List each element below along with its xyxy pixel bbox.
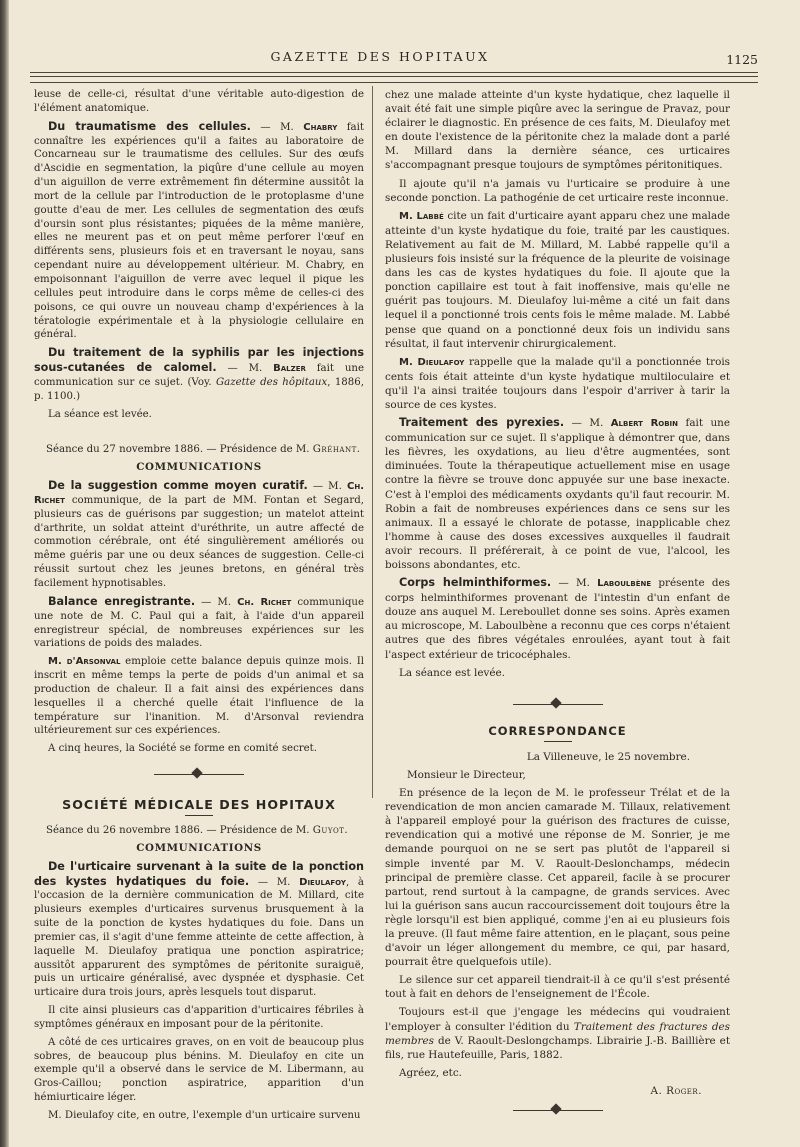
paragraph: Corps helminthiformes. — M. Laboulbène présente des corps helminthiformes provenant de l'intestin d'un enfant de douze ans auquel M. Lereboullet donne ses soins. Après examen au microscope, M. Laboulbène a reconnu que ces corps n'étaient autres que des fibres végétales enroulées, ayant tout à fait l'aspect extérieur de tricocéphales.: [385, 576, 730, 661]
author-name: Albert Robin: [610, 418, 679, 430]
paragraph: M. d'Arsonval emploie cette balance depuis quinze mois. Il inscrit en même temps la perte de poids d'un animal et sa production de chaleur. Il a fait ainsi des expériences dans lesquelles il a cherché quelle était l'influence de la température sur l'inanition. M. d'Arsonval reviendra ultérieurement sur ces expériences.: [34, 656, 364, 737]
paragraph: M. Dieulafoy rappelle que la malade qu'il a ponctionnée trois cents fois était atteinte d'un kyste hydatique multiloculaire et qu'il l'a ainsi traitée toujours dans l'espoir d'arriver à tarir la source de ces kystes.: [385, 355, 730, 411]
paragraph: M. Labbé cite un fait d'urticaire ayant apparu chez une malade atteinte d'un kyste hydatique du foie, traité par les caustiques. Relativement au fait de M. Millard, M. Labbé rappelle qu'il a plusieurs fois insisté sur la fréquence de la pleurite de voisinage dans les cas de kystes hydatiques du foie. Il ajoute que la ponction capillaire est tout à fait inoffensive, mais qu'elle ne guérit pas toujours. M. Dieulafoy lui-même a cité un fait dans lequel il a ponctionné trois cents fois le même malade. M. Labbé pense que quand on a ponctionné deux fois un individu sans résultat, il faut intervenir chirurgicalement.: [385, 209, 731, 350]
session-line: Séance du 27 novembre 1886. — Présidence de M. Gréhant.: [46, 444, 361, 456]
author-name: Laboulbène: [597, 578, 652, 590]
article-heading: Traitement des pyrexies.: [399, 416, 565, 430]
author-name: Chabry: [303, 121, 338, 133]
article-heading: Du traumatisme des cellules.: [48, 119, 251, 133]
paragraph: La séance est levée.: [48, 408, 152, 420]
author-name: Ch. Richet: [34, 481, 364, 506]
author-name: Ch. Richet: [237, 596, 292, 608]
session-line: Séance du 26 novembre 1886. — Présidence de M. Guyot.: [46, 824, 348, 836]
section-subheading: COMMUNICATIONS: [136, 461, 262, 474]
article-heading: De l'urticaire survenant à la suite de la ponction des kystes hydatiques du foie.: [34, 859, 364, 888]
paragraph: Traitement des pyrexies. — M. Albert Robin fait une communication sur ce sujet. Il s'applique à démontrer que, dans les fièvres, les oxydations, au lieu d'être augmentées, sont diminuées. Toute la thérapeutique actuellement mise en usage contre la fièvre se trouve donc appuyée sur une base inexacte. C'est à l'emploi des médicaments oxydants qu'il faut recourir. M. Robin a fait de nombreuses expériences dans ce sens sur les animaux. Il a essayé le chlorate de potasse, inapplicable chez l'homme à cause des doses excessives auxquelles il faudrait avoir recours. Il préférerait, à ce point de vue, l'alcool, les boissons abondantes, etc.: [385, 416, 730, 571]
paragraph: chez une malade atteinte d'un kyste hydatique, chez laquelle il avait été fait une simple piqûre avec la seringue de Pravaz, pour éclairer le diagnostic. En présence de ces faits, M. Dieulafoy met en doute l'existence de la péritonite chez la malade dont a parlé M. Millard dans la dernière séance, ces urticaires s'accompagnant presque toujours de symptômes péritonitiques.: [385, 89, 730, 172]
section-subheading: COMMUNICATIONS: [136, 841, 262, 854]
paragraph: leuse de celle-ci, résultat d'une véritable auto-digestion de l'élément anatomique.: [34, 89, 364, 114]
paragraph: Du traumatisme des cellules. — M. Chabry fait connaître les expériences qu'il a faites au laboratoire de Concarneau sur le traumatisme des cellules. Sur des œufs d'Ascidie en segmentation, la piqûre d'une cellule au moyen d'un aiguillon de verre extrêmement fin détermine aussitôt la mort de la cellule par l'introduction de le protoplasme d'une goutte d'eau de mer. Les cellules de segmentation des œufs d'oursin sont plus résistantes; piquées de la même manière, elles ne meurent pas et on peut même perforer l'œuf en différents sens, plusieurs fois et en traversant le noyau, sans cependant nuire au développement ultérieur. M. Chabry, en empoisonnant l'aiguillon de verre avec lequel il pique les cellules peut introduire dans le corps même de celles-ci des poisons, ce qui ouvre un nouveau champ d'expériences à la tératologie expérimentale et à la physiologie cellulaire en général.: [34, 119, 364, 341]
header-rule: [30, 76, 758, 77]
paragraph: Il cite ainsi plusieurs cas d'apparition d'urticaires fébriles à symptômes généraux en imposant pour de la péritonite.: [34, 1005, 364, 1030]
article-heading: Balance enregistrante.: [48, 594, 196, 608]
header-rule: [30, 72, 758, 73]
citation-title: Traitement des fractures des membres: [385, 1020, 730, 1047]
paragraph: Il ajoute qu'il n'a jamais vu l'urticaire se produire à une seconde ponction. La pathogénie de cet urticaire reste inconnue.: [385, 177, 730, 204]
paragraph: Le silence sur cet appareil tiendrait-il à ce qu'il s'est présenté tout à fait en dehors de l'enseignement de l'École.: [385, 974, 730, 1001]
paragraph: A cinq heures, la Société se forme en comité secret.: [48, 743, 318, 755]
article-heading: Corps helminthiformes.: [399, 576, 552, 590]
title-rule: [544, 741, 572, 742]
author-name: Balzer: [273, 363, 306, 375]
paragraph: Agréez, etc.: [399, 1066, 462, 1079]
article-heading: De la suggestion comme moyen curatif.: [48, 479, 308, 493]
page-binding-edge: [0, 0, 9, 1147]
author-name: M. d'Arsonval: [48, 656, 121, 668]
paragraph: M. Dieulafoy cite, en outre, l'exemple d'un urticaire survenu: [48, 1110, 361, 1121]
author-name: M. Labbé: [399, 210, 444, 222]
section-ornament: [154, 770, 244, 780]
column-separator: [372, 86, 373, 798]
citation-title: Gazette des hôpitaux: [215, 376, 328, 388]
section-title: CORRESPONDANCE: [488, 723, 627, 738]
letter-salutation: Monsieur le Directeur,: [407, 768, 526, 781]
section-title: SOCIÉTÉ MÉDICALE DES HOPITAUX: [62, 797, 336, 813]
section-ornament: [513, 700, 603, 710]
article-heading: Du traitement de la syphilis par les injections sous-cutanées de calomel.: [34, 346, 364, 375]
letter-signature: A. Roger.: [650, 1084, 702, 1097]
title-rule: [185, 815, 213, 816]
paragraph: Du traitement de la syphilis par les injections sous-cutanées de calomel. — M. Balzer fait une communication sur ce sujet. (Voy. Gazette des hôpitaux, 1886, p. 1100.): [34, 346, 365, 402]
section-ornament: [513, 1106, 603, 1116]
paragraph: A côté de ces urticaires graves, on en voit de beaucoup plus sobres, de beaucoup plus bénins. M. Dieulafoy en cite un exemple qu'il a observé dans le service de M. Libermann, au Gros-Caillou; ponction aspiratrice, apparition d'un hémiurticaire léger.: [34, 1036, 364, 1104]
left-column: [34, 88, 364, 1127]
paragraph: La séance est levée.: [399, 666, 505, 679]
author-name: Dieulafoy: [299, 876, 346, 888]
running-header-title: GAZETTE DES HOPITAUX: [270, 49, 490, 64]
paragraph: De l'urticaire survenant à la suite de la ponction des kystes hydatiques du foie. — M. Dieulafoy, à l'occasion de la dernière communication de M. Millard, cite plusieurs exemples d'urticaires survenus brusquement à la suite de la ponction de kystes hydatiques du foie. Dans un premier cas, il s'agit d'une femme atteinte de cette affection, à laquelle M. Dieulafoy pratiqua une ponction aspiratrice; aussitôt apparurent des symptômes de péritonite suraiguë, puis un urticaire généralisé, avec dyspnée et dysphasie. Cet urticaire dura trois jours, après lesquels tout disparut.: [34, 859, 364, 999]
paragraph: Balance enregistrante. — M. Ch. Richet communique une note de M. C. Paul qui a fait, à l'aide d'un appareil enregistreur spécial, de nombreuses expériences sur les variations de poids des malades.: [34, 594, 365, 650]
paragraph: Toujours est-il que j'engage les médecins qui voudraient l'employer à consulter l'édition du Traitement des fractures des membres de V. Raoult-Deslongchamps. Librairie J.-B. Baillière et fils, rue Hautefeuille, Paris, 1882.: [385, 1006, 730, 1061]
author-name: M. Dieulafoy: [399, 356, 465, 368]
page-number: 1125: [726, 52, 758, 67]
letter-dateline: La Villeneuve, le 25 novembre.: [526, 750, 690, 763]
paragraph: De la suggestion comme moyen curatif. — M. Ch. Richet communique, de la part de MM. Fontan et Segard, plusieurs cas de guérisons par suggestion; un matelot atteint d'arthrite, un soldat atteint d'uréthrite, un autre affecté de commotion cérébrale, ont été singulièrement améliorés ou même guéris par une ou deux séances de suggestion. Celle-ci réussit surtout chez les jeunes bretons, en général très facilement hypnotisables.: [34, 479, 364, 589]
right-column: [385, 88, 730, 1116]
header-rule: [30, 82, 758, 83]
paragraph: En présence de la leçon de M. le professeur Trélat et de la revendication de mon ancien camarade M. Tillaux, relativement à l'appareil employé pour la guérison des fractures de cuisse, revendication qui a motivé une réponse de M. Sonrier, je me demande pourquoi on ne se sert pas plutôt de l'appareil si simple inventé par M. V. Raoult-Deslonchamps, médecin principal de première classe. Cet appareil, facile à se procurer partout, rend surtout à la campagne, de grands services. Avec lui la guérison sans aucun raccourcissement doit toujours être la règle lorsqu'il est bien appliqué, comme j'en ai eu plusieurs fois la preuve. (Il faut même faire attention, en le plaçant, sous peine d'avoir un léger allongement du membre, ce qui, par hasard, pourrait être quelquefois utile).: [385, 787, 730, 969]
